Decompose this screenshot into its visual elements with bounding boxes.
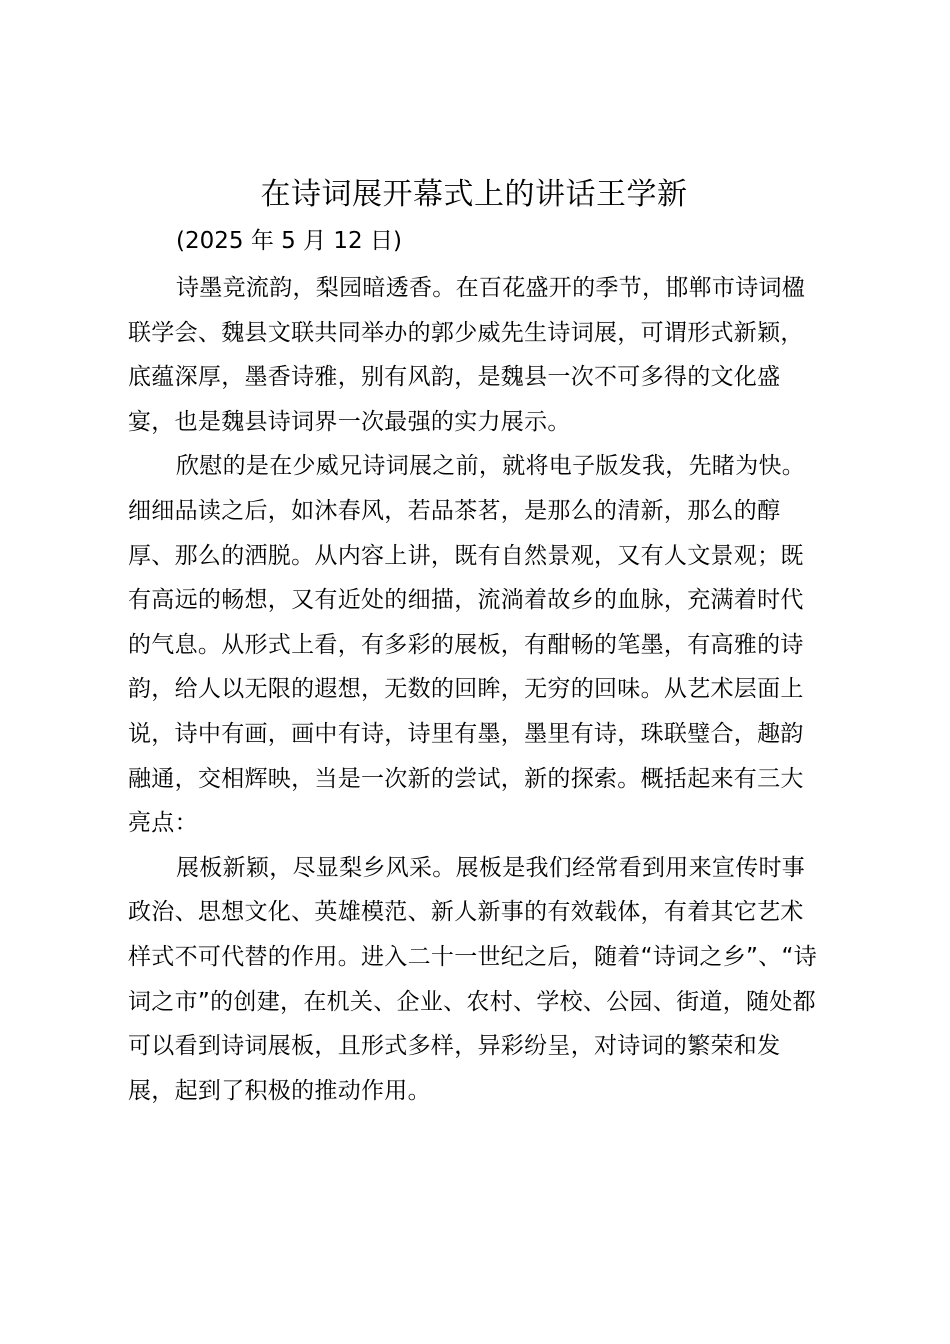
paragraph-1: 诗墨竞流韵，梨园暗透香。在百花盛开的季节，邯郸市诗词楹联学会、魏县文联共同举办的郭少威先生诗词展，可谓形式新颖，底蕴深厚，墨香诗雅，别有风韵，是魏县一次不可多得的文化盛宴，也是魏县诗词界一次最强的实力展示。: [128, 275, 806, 435]
document-page: [128, 172, 820, 1113]
speech-date: (2025 年 5 月 12 日): [176, 228, 402, 254]
document-title: 在诗词展开幕式上的讲话王学新: [260, 177, 688, 212]
paragraph-3: 展板新颖，尽显梨乡风采。展板是我们经常看到用来宣传时事政治、思想文化、英雄模范、新人新事的有效载体，有着其它艺术样式不可代替的作用。进入二十一世纪之后，随着“诗词之乡”、“诗词之市”的创建，在机关、企业、农村、学校、公园、街道，随处都可以看到诗词展板，且形式多样，异彩纷呈，对诗词的繁荣和发展，起到了积极的推动作用。: [128, 854, 818, 1104]
paragraph-2: 欣慰的是在少威兄诗词展之前，就将电子版发我，先睹为快。细细品读之后，如沐春风，若品茶茗，是那么的清新，那么的醇厚、那么的洒脱。从内容上讲，既有自然景观，又有人文景观；既有高远的畅想，又有近处的细描，流淌着故乡的血脉，充满着时代的气息。从形式上看，有多彩的展板，有酣畅的笔墨，有高雅的诗韵，给人以无限的遐想，无数的回眸，无穷的回味。从艺术层面上说，诗中有画，画中有诗，诗里有墨，墨里有诗，珠联璧合，趣韵融通，交相辉映，当是一次新的尝试，新的探索。概括起来有三大亮点：: [128, 453, 806, 837]
